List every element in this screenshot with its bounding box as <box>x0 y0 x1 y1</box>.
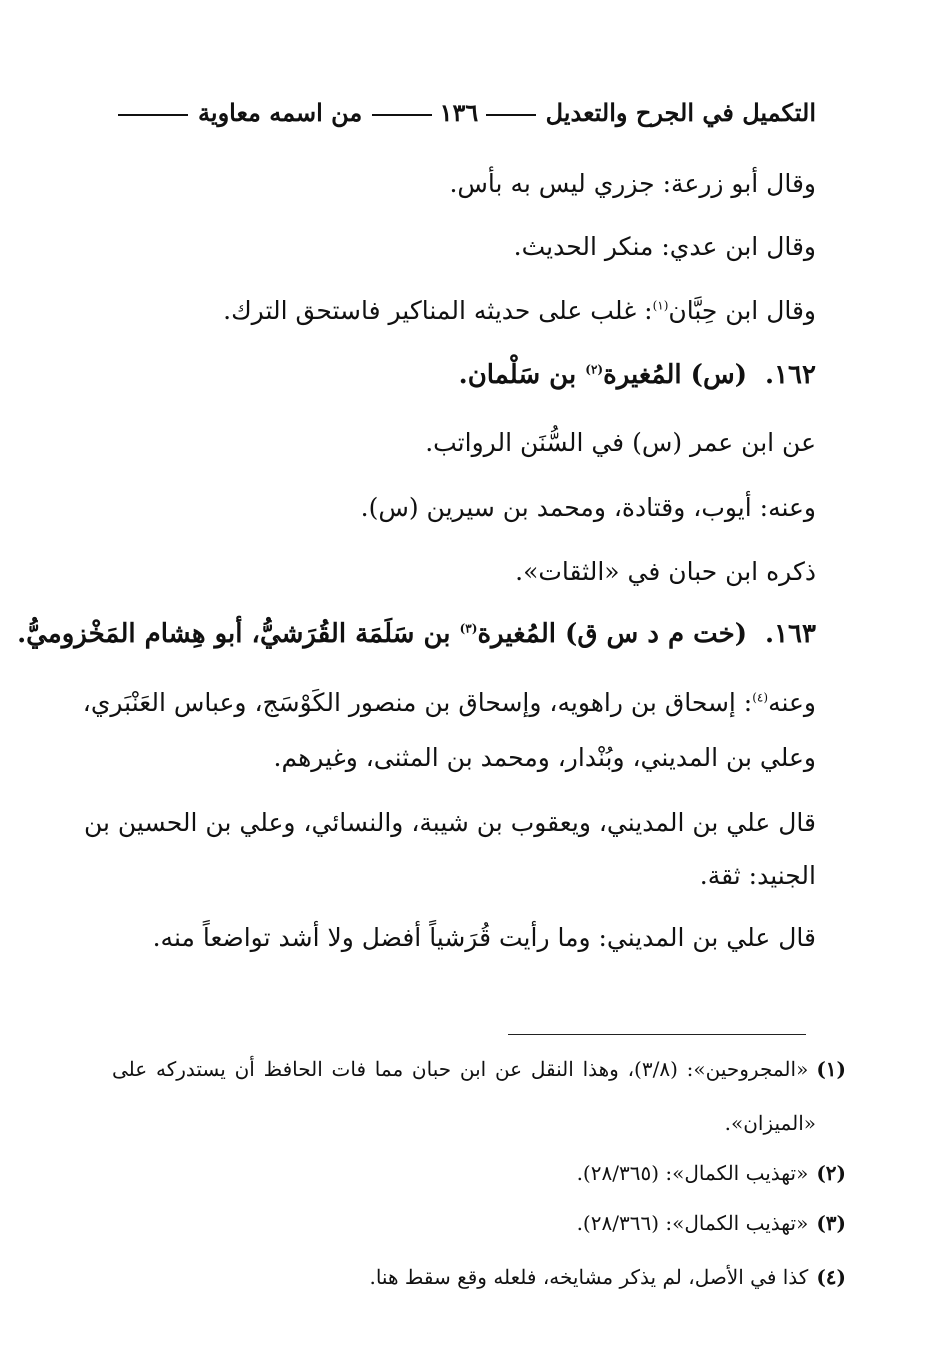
footnote-continuation <box>725 1106 816 1140</box>
footnote-text: «الميزان». <box>724 1111 816 1135</box>
text-line <box>223 291 816 331</box>
entry-name: (س) المُغيرة <box>603 360 748 390</box>
book-title: التكميل في الجرح والتعديل <box>545 97 816 127</box>
footnote-text: «تهذيب الكمال»: (٢٨/٣٦٥). <box>576 1161 809 1185</box>
text-line-content: : غلب على حديثه المناكير فاستحق الترك. <box>223 296 653 325</box>
text-line <box>153 918 816 958</box>
text-line <box>425 423 816 463</box>
text-line <box>449 164 816 204</box>
entry-name: بن سَلَمَة القُرَشيُّ، أبو هِشام المَخْزوميُّ. <box>17 619 460 649</box>
page-number: ١٣٦ <box>439 97 479 127</box>
text-line-content: قال علي بن المديني: وما رأيت قُرَشياً أفضل ولا أشد تواضعاً منه. <box>152 923 816 952</box>
text-line-content: ذكره ابن حبان في «الثقات». <box>515 557 816 586</box>
footnote-text: «المجروحين»: (٣/٨)، وهذا النقل عن ابن حبان مما فات الحافظ أن يستدركه على <box>112 1057 809 1081</box>
footnote-number: (٤) <box>816 1265 846 1289</box>
footnote-text: كذا في الأصل، لم يذكر مشايخه، فلعله وقع سقط هنا. <box>369 1265 809 1289</box>
text-line <box>515 552 816 592</box>
footnote-number: (١) <box>816 1057 846 1081</box>
text-line <box>83 803 816 843</box>
entry-name: (خت م د س ق) المُغيرة <box>477 619 748 649</box>
footnote-separator <box>508 1034 806 1035</box>
footnote-ref[interactable]: (٢) <box>585 362 604 377</box>
footnote-number: (٢) <box>816 1161 846 1185</box>
text-line <box>514 227 816 267</box>
entry-heading <box>459 355 816 395</box>
text-line <box>274 738 816 778</box>
running-header <box>118 92 816 132</box>
text-line-content: وعلي بن المديني، وبُنْدار، ومحمد بن المثنى، وغيرهم. <box>273 743 816 772</box>
footnote-ref[interactable]: (١) <box>652 298 669 313</box>
section-title: من اسمه معاوية <box>198 97 363 127</box>
entry-heading <box>17 614 816 654</box>
footnote-ref[interactable]: (٤) <box>752 690 769 705</box>
footnote-text: «تهذيب الكمال»: (٢٨/٣٦٦). <box>576 1211 809 1235</box>
footnote-ref[interactable]: (٣) <box>459 621 478 636</box>
entry-name: بن سَلْمان. <box>458 360 586 390</box>
text-line-content: عن ابن عمر (س) في السُّنَن الرواتب. <box>425 428 816 457</box>
entry-number: ١٦٣. <box>765 619 816 649</box>
header-rule <box>118 114 188 116</box>
footnote <box>112 1052 846 1086</box>
header-rule <box>486 114 536 116</box>
footnote <box>369 1260 846 1294</box>
footnote <box>577 1206 846 1240</box>
text-line <box>82 683 816 723</box>
footnote <box>577 1156 846 1190</box>
text-line-content: وقال أبو زرعة: جزري ليس به بأس. <box>449 169 816 198</box>
header-rule <box>372 114 432 116</box>
text-line-content: وقال ابن حِبَّان <box>668 296 816 325</box>
entry-number: ١٦٢. <box>765 360 816 390</box>
text-line-content: قال علي بن المديني، ويعقوب بن شيبة، والنسائي، وعلي بن الحسين بن <box>83 808 816 837</box>
text-line-content: : إسحاق بن راهويه، وإسحاق بن منصور الكَوْسَج، وعباس العَنْبَري، <box>82 688 753 717</box>
text-line <box>700 856 816 896</box>
text-line-content: وعنه <box>768 688 816 717</box>
text-line-content: وعنه: أيوب، وقتادة، ومحمد بن سيرين (س). <box>360 493 816 522</box>
text-line-content: الجنيد: ثقة. <box>699 861 816 890</box>
text-line <box>361 488 816 528</box>
text-line-content: وقال ابن عدي: منكر الحديث. <box>513 232 816 261</box>
footnote-number: (٣) <box>816 1211 846 1235</box>
